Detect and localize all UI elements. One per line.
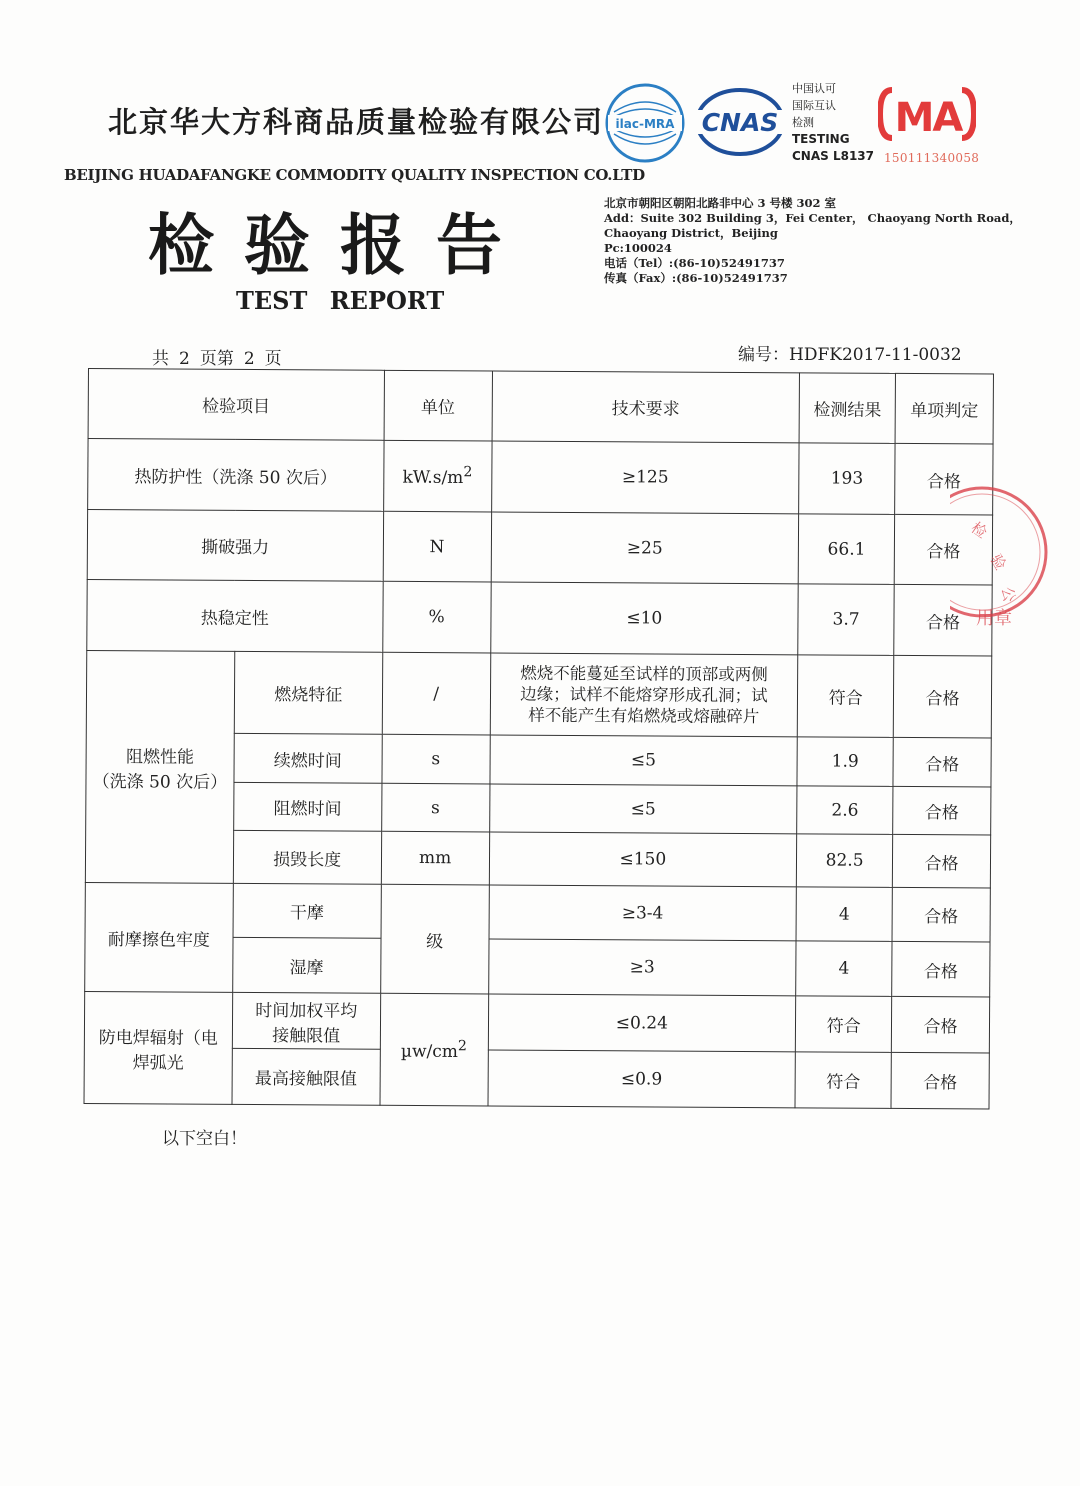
row-unit: s <box>381 783 489 832</box>
row-item: 湿摩 <box>233 937 381 993</box>
group-flame-retardancy <box>85 650 234 883</box>
cma-logo-icon <box>878 84 976 144</box>
requirement-line-1: 燃烧不能蔓延至试样的顶部或两侧 <box>520 663 768 685</box>
table-row <box>88 439 993 516</box>
row-result: 3.7 <box>798 584 894 656</box>
row-result: 4 <box>796 887 892 942</box>
stamp-text: 检验检测专用章 <box>950 470 957 471</box>
requirement-line-3: 样不能产生有焰燃烧或熔融碎片 <box>528 705 760 727</box>
fax: 传真（Fax）:(86-10)52491737 <box>604 271 788 285</box>
test-results-table <box>84 368 994 1110</box>
row-item: 热防护性（洗涤 50 次后） <box>88 439 384 512</box>
item-line-2: 接触限值 <box>272 1025 341 1047</box>
cnas-line-2: 国际互认 <box>792 99 836 112</box>
page-total: 2 <box>179 349 190 369</box>
row-item <box>232 992 380 1049</box>
svg-text:公: 公 <box>998 585 1019 604</box>
row-item: 热稳定性 <box>87 579 383 652</box>
group-label-line-2: 焊弧光 <box>132 1052 184 1074</box>
ilac-logo-text: ilac-MRA <box>615 117 675 131</box>
header-unit: 单位 <box>384 370 492 441</box>
report-title-en: TEST REPORT <box>236 286 445 315</box>
report-number: 编号：HDFK2017-11-0032 <box>738 345 962 365</box>
cnas-logo-icon <box>694 86 786 158</box>
cma-logo-text: CMA <box>878 84 881 85</box>
row-result: 符合 <box>797 655 893 738</box>
row-judgement: 合格 <box>893 786 991 835</box>
row-item: 干摩 <box>233 883 381 938</box>
row-result: 193 <box>799 443 895 515</box>
row-result: 66.1 <box>798 514 894 585</box>
row-item: 阻燃时间 <box>234 782 382 831</box>
item-line-1: 时间加权平均 <box>255 1000 358 1022</box>
row-item: 撕破强力 <box>87 510 383 582</box>
row-unit: s <box>382 734 490 784</box>
group-label-line-2: （洗涤 50 次后） <box>92 771 228 793</box>
cnas-line-1: 中国认可 <box>792 82 836 95</box>
cnas-line-4: TESTING <box>792 132 850 146</box>
group-welding-radiation <box>84 991 233 1104</box>
row-result: 符合 <box>796 996 892 1053</box>
company-name-cn: 北京华大方科商品质量检验有限公司 <box>108 105 605 139</box>
company-address <box>604 196 1021 286</box>
cma-number: 150111340058 <box>884 151 980 165</box>
page-current: 2 <box>243 349 255 369</box>
row-requirement: ≤150 <box>489 832 797 887</box>
ilac-mra-logo-icon <box>604 82 686 164</box>
group-label-line-1: 防电焊辐射（电 <box>98 1027 218 1049</box>
row-judgement: 合格 <box>894 514 992 585</box>
address-cn: 北京市朝阳区朝阳北路非中心 3 号楼 302 室 <box>604 196 837 210</box>
header-judgement: 单项判定 <box>895 373 993 444</box>
page-suffix: 页 <box>264 349 282 369</box>
row-requirement: ≥3 <box>488 939 796 996</box>
row-judgement: 合格 <box>892 834 990 888</box>
row-requirement: ≤0.24 <box>488 994 796 1052</box>
blank-below-note: 以下空白！ <box>162 1129 247 1149</box>
row-requirement: ≥25 <box>491 512 799 584</box>
unit-base: kW.s/m <box>402 467 464 489</box>
report-title-cn: 检验报告 <box>148 206 532 284</box>
row-unit: mm <box>381 831 489 885</box>
row-unit <box>380 993 489 1106</box>
row-result: 4 <box>796 941 892 997</box>
cnas-accreditation-text <box>792 80 874 165</box>
row-unit: / <box>382 652 490 735</box>
row-item: 燃烧特征 <box>234 651 382 734</box>
svg-text:验: 验 <box>986 551 1010 574</box>
cnas-logo-text: CNAS <box>701 108 779 137</box>
cnas-line-5: CNAS L8137 <box>792 149 875 163</box>
row-result: 2.6 <box>797 786 893 835</box>
svg-text:MA: MA <box>894 95 962 141</box>
telephone: 电话（Tel）:(86-10)52491737 <box>604 256 785 270</box>
row-judgement: 合格 <box>893 737 991 787</box>
postcode: Pc:100024 <box>604 241 672 255</box>
header-item: 检验项目 <box>88 369 384 441</box>
svg-text:用章: 用章 <box>976 608 1012 629</box>
address-en-line-2: Chaoyang District，Beijing <box>604 226 778 240</box>
row-judgement: 合格 <box>892 887 990 942</box>
row-judgement: 合格 <box>891 1052 989 1109</box>
header-result: 检测结果 <box>799 373 895 444</box>
row-unit <box>383 440 491 512</box>
table-row <box>87 579 992 656</box>
row-requirement: ≥125 <box>491 441 799 514</box>
row-requirement <box>490 653 798 737</box>
row-item: 续燃时间 <box>234 733 382 783</box>
row-requirement: ≤5 <box>490 735 798 786</box>
row-result: 符合 <box>795 1052 891 1109</box>
row-result: 82.5 <box>797 834 893 888</box>
unit-base: µw/cm <box>400 1041 458 1062</box>
row-item: 最高接触限值 <box>232 1048 380 1105</box>
company-name-en: BEIJING HUADAFANGKE COMMODITY QUALITY INSPECTION CO.LTD <box>64 166 645 184</box>
row-unit: % <box>382 581 490 653</box>
requirement-line-2: 边缘；试样不能熔穿形成孔洞；试 <box>520 684 768 706</box>
row-unit: N <box>383 511 491 582</box>
row-requirement: ≤0.9 <box>488 1050 796 1108</box>
address-en-line-1: Add：Suite 302 Building 3，Fei Center， Chaoyang North Road， <box>604 211 1021 225</box>
cnas-line-3: 检测 <box>792 116 814 129</box>
table-row <box>87 510 992 586</box>
unit-sup: 2 <box>457 1037 468 1054</box>
group-rub-fastness: 耐摩擦色牢度 <box>85 882 233 992</box>
row-requirement: ≥3-4 <box>489 885 797 941</box>
svg-text:检: 检 <box>967 518 991 542</box>
group-label-line-1: 阻燃性能 <box>125 746 195 768</box>
row-result: 1.9 <box>797 737 893 787</box>
table-row <box>85 882 990 942</box>
table-row <box>84 991 989 1053</box>
page-current-label: 页第 <box>199 349 234 369</box>
unit-sup: 2 <box>463 464 473 481</box>
row-judgement: 合格 <box>893 655 991 738</box>
page-total-label: 共 <box>152 349 169 369</box>
row-requirement: ≤5 <box>489 784 797 834</box>
row-judgement: 合格 <box>891 996 989 1053</box>
row-item: 损毁长度 <box>233 830 381 884</box>
page-count <box>152 344 292 369</box>
row-requirement: ≤10 <box>490 582 798 655</box>
row-judgement: 合格 <box>894 584 992 656</box>
header-requirement: 技术要求 <box>492 371 800 443</box>
row-judgement: 合格 <box>892 941 990 997</box>
table-header-row <box>88 369 993 445</box>
row-unit: 级 <box>380 884 489 994</box>
table-row <box>86 650 991 738</box>
row-judgement: 合格 <box>895 443 993 515</box>
